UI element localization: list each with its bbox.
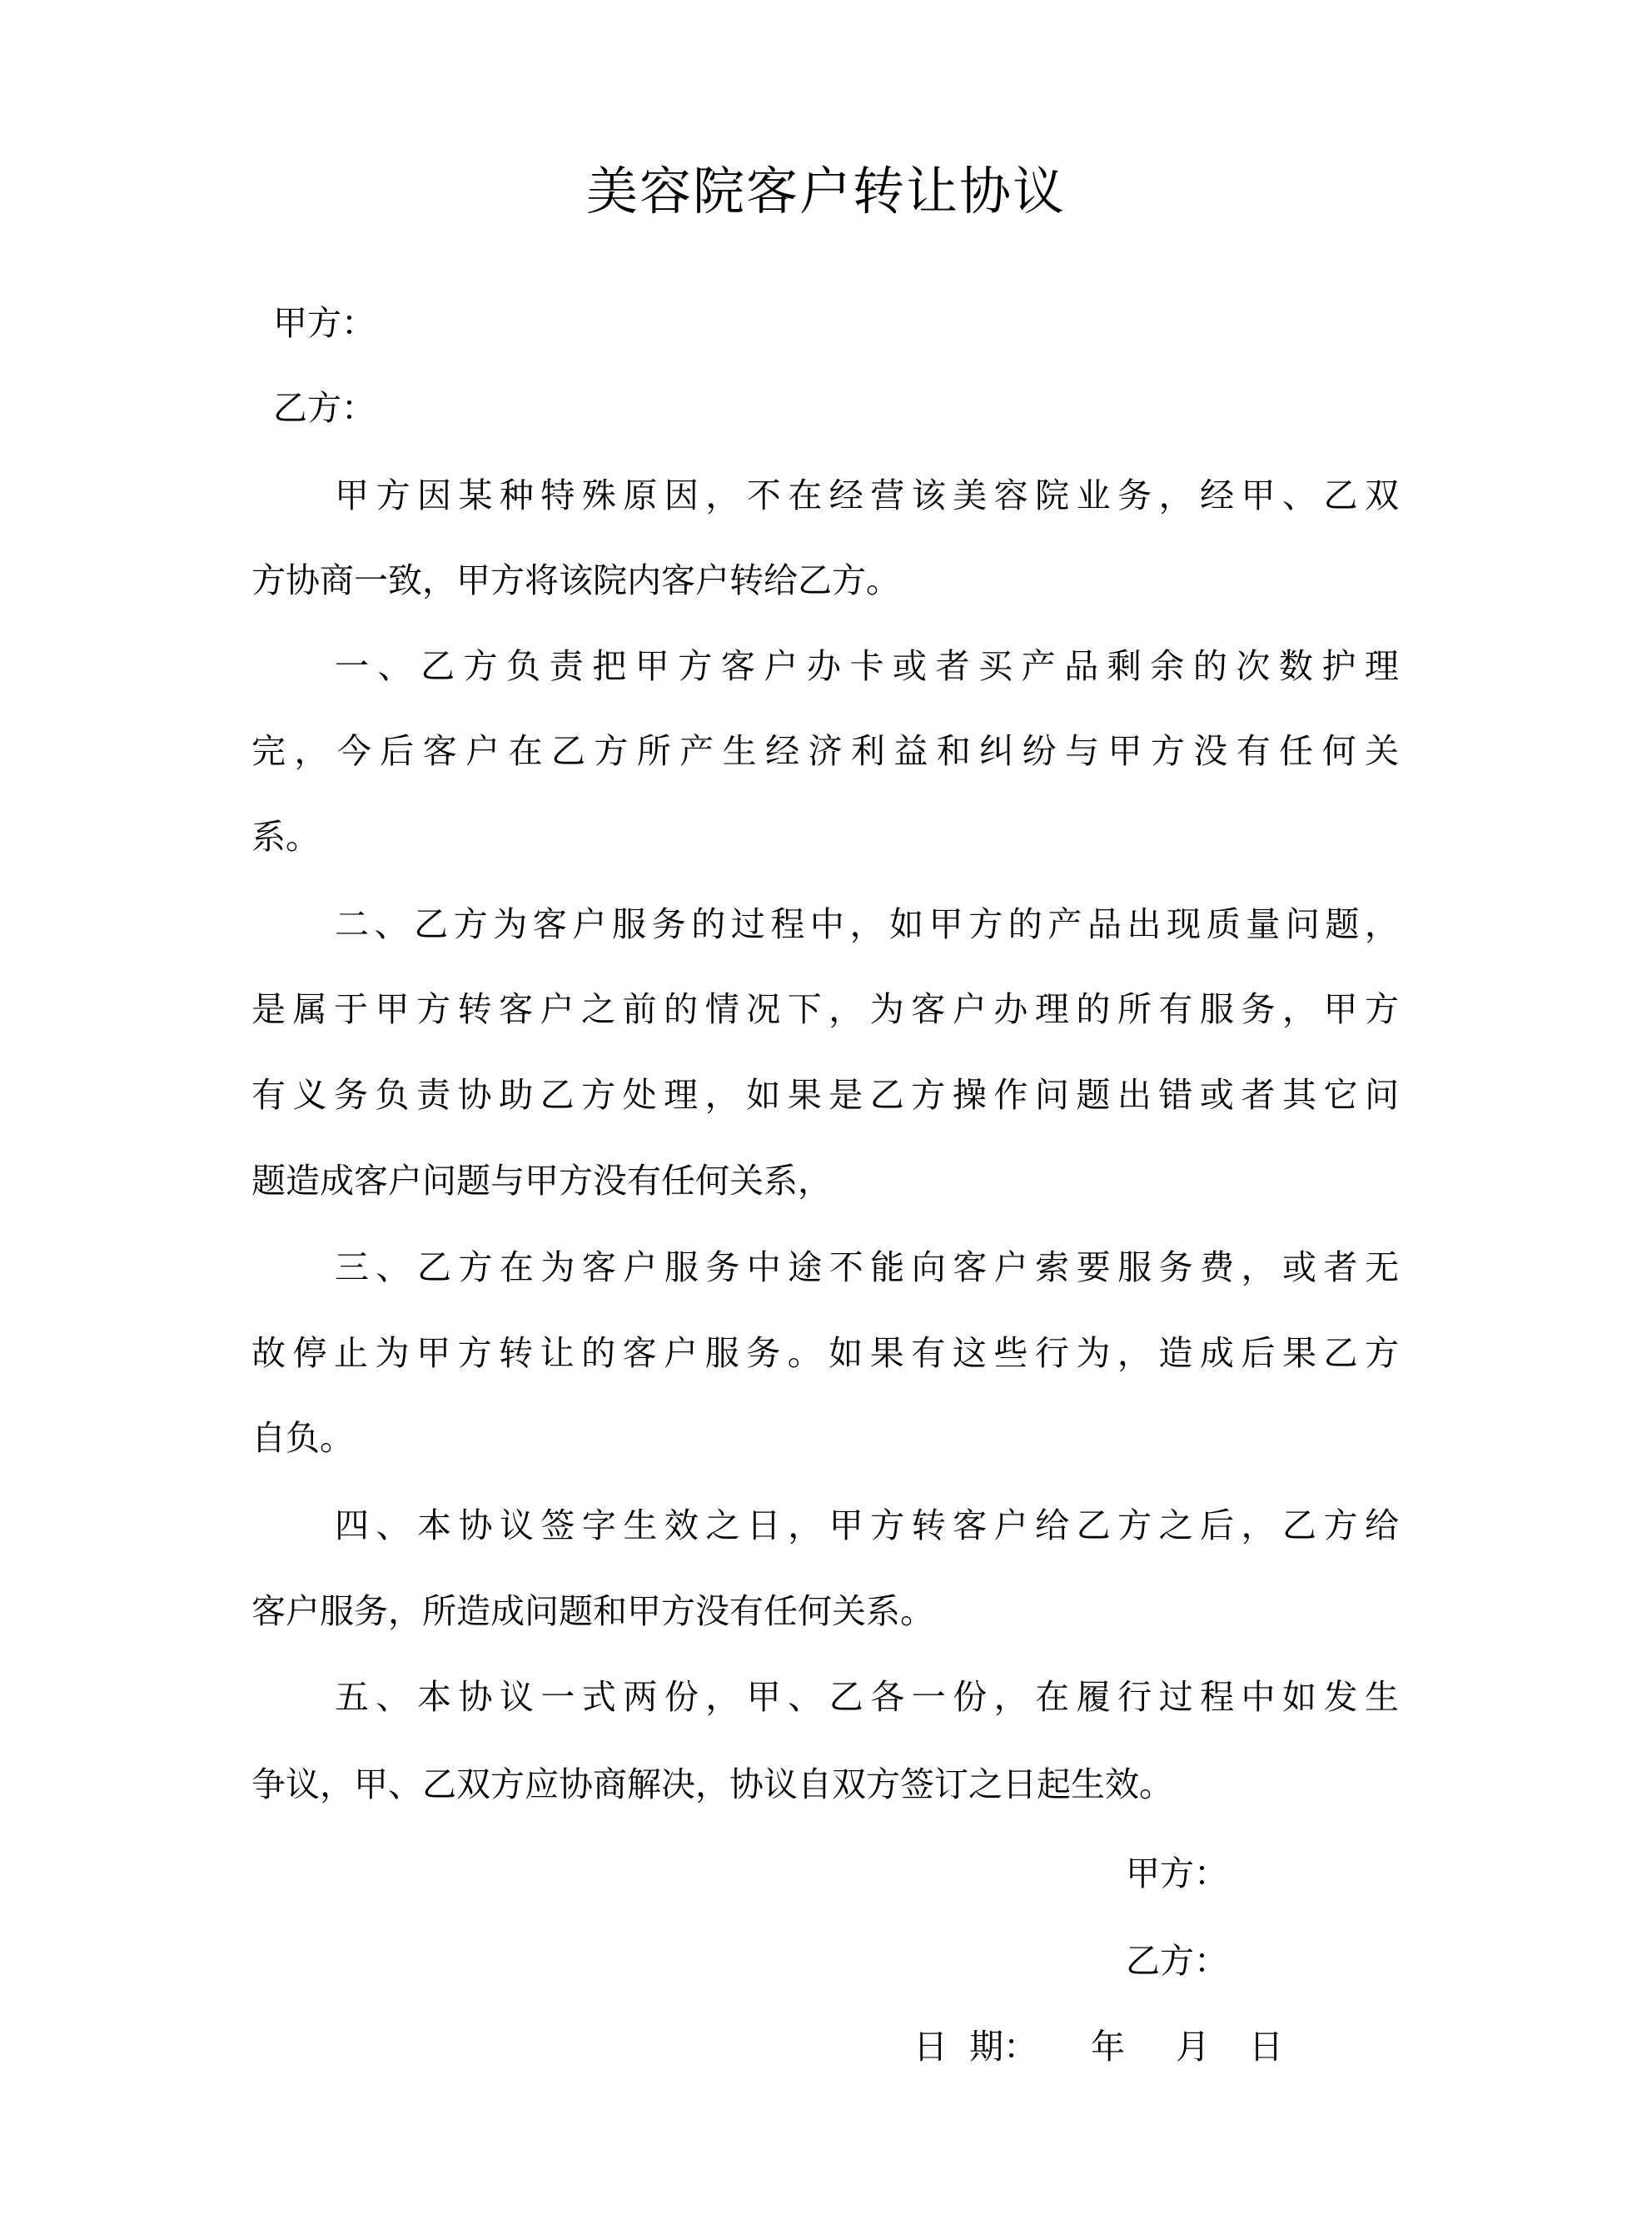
paragraph-line: 故停止为甲方转让的客户服务。如果有这些行为，造成后果乙方 — [251, 1333, 1399, 1373]
signature-month: 月 — [1176, 2027, 1210, 2067]
signature-day: 日 — [1249, 2027, 1283, 2067]
paragraph-line: 系。 — [251, 817, 320, 857]
party-a-label: 甲方： — [273, 303, 376, 343]
signature-year: 年 — [1091, 2027, 1125, 2067]
paragraph-line: 有义务负责协助乙方处理，如果是乙方操作问题出错或者其它问 — [251, 1075, 1399, 1115]
document-title: 美容院客户转让协议 — [585, 161, 1066, 221]
paragraph-line: 四、本协议签字生效之日，甲方转客户给乙方之后，乙方给 — [335, 1505, 1399, 1545]
paragraph-line: 方协商一致，甲方将该院内客户转给乙方。 — [251, 560, 900, 600]
paragraph-line: 五、本协议一式两份，甲、乙各一份，在履行过程中如发生 — [335, 1677, 1399, 1717]
paragraph-line: 是属于甲方转客户之前的情况下，为客户办理的所有服务，甲方 — [251, 989, 1399, 1029]
paragraph-line: 题造成客户问题与甲方没有任何关系， — [251, 1161, 832, 1201]
party-b-label: 乙方： — [273, 388, 376, 428]
paragraph-line: 二、乙方为客户服务的过程中，如甲方的产品出现质量问题， — [335, 904, 1399, 944]
paragraph-line: 三、乙方在为客户服务中途不能向客户索要服务费，或者无 — [335, 1247, 1399, 1287]
paragraph-line: 争议，甲、乙双方应协商解决，协议自双方签订之日起生效。 — [251, 1764, 1173, 1804]
paragraph-line: 一、乙方负责把甲方客户办卡或者买产品剩余的次数护理 — [335, 646, 1399, 686]
signature-date-label: 日 期： — [913, 2027, 1038, 2067]
paragraph-line: 自负。 — [251, 1418, 354, 1458]
paragraph-line: 完，今后客户在乙方所产生经济利益和纠纷与甲方没有任何关 — [251, 731, 1399, 771]
signature-party-a: 甲方： — [1126, 1853, 1228, 1893]
paragraph-line: 甲方因某种特殊原因，不在经营该美容院业务，经甲、乙双 — [335, 475, 1399, 515]
paragraph-line: 客户服务，所造成问题和甲方没有任何关系。 — [251, 1591, 934, 1631]
signature-party-b: 乙方： — [1126, 1941, 1228, 1981]
